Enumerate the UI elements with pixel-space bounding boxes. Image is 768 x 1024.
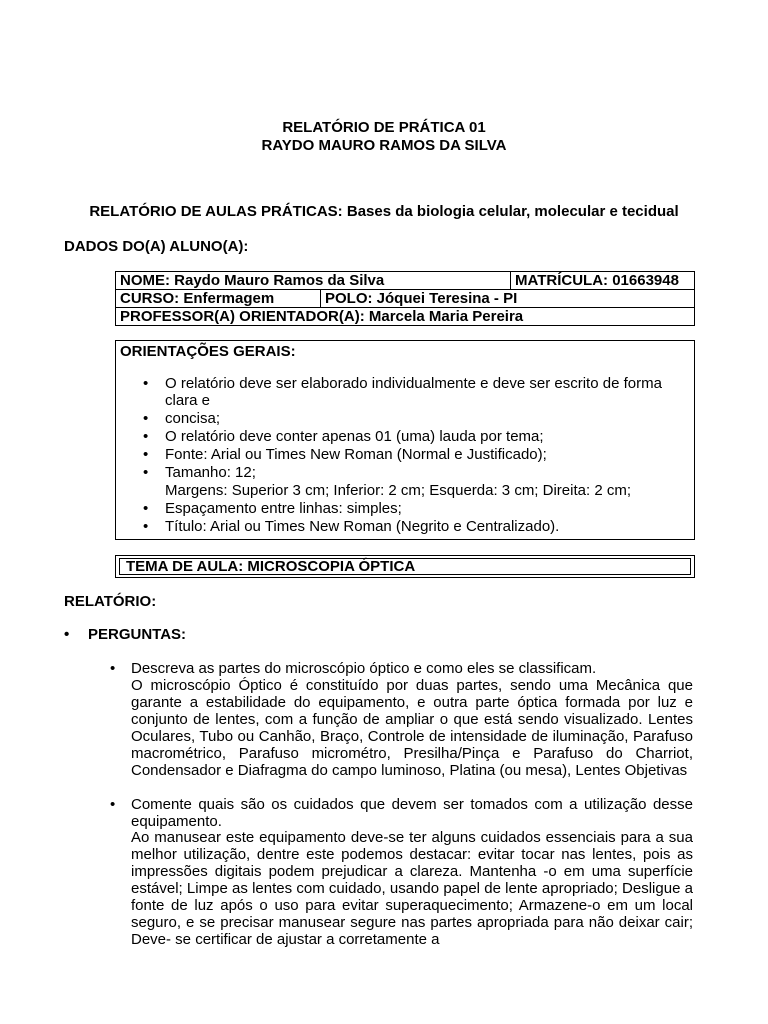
questions-label: PERGUNTAS:: [88, 626, 187, 643]
bullet-icon: •: [110, 796, 116, 813]
report-heading-label: RELATÓRIO DE AULAS PRÁTICAS:: [89, 203, 343, 220]
guideline-text: O relatório deve ser elaborado individualmente e deve ser escrito de forma: [165, 375, 662, 392]
report-heading: [0, 203, 768, 220]
theme-text: [126, 559, 415, 575]
bullet-icon: •: [143, 375, 149, 392]
student-info-table: [115, 271, 695, 326]
report-title: RELATÓRIO DE PRÁTICA 01: [282, 119, 486, 136]
theme-label: TEMA DE AULA:: [126, 558, 244, 575]
theme-box: [115, 555, 695, 578]
student-registration-cell: MATRÍCULA: 01663948: [511, 272, 695, 290]
bullet-icon: •: [64, 626, 70, 643]
student-name-cell: NOME: Raydo Mauro Ramos da Silva: [116, 272, 511, 290]
guideline-text: Título: Arial ou Times New Roman (Negrito e Centralizado).: [165, 518, 560, 535]
question-text: Comente quais são os cuidados que devem ser tomados com a utilização desse equipamento.: [131, 796, 693, 830]
guideline-text: Tamanho: 12;: [165, 464, 256, 481]
report-section-label: RELATÓRIO:: [64, 593, 157, 610]
bullet-icon: •: [143, 464, 149, 481]
bullet-icon: •: [143, 500, 149, 517]
theme-inner-box: [119, 558, 691, 575]
bullet-icon: •: [143, 518, 149, 535]
guideline-text: Espaçamento entre linhas: simples;: [165, 500, 402, 517]
question-text: Descreva as partes do microscópio óptico e como eles se classificam.: [131, 660, 597, 677]
student-section-label: DADOS DO(A) ALUNO(A):: [64, 238, 249, 255]
bullet-icon: •: [143, 446, 149, 463]
guideline-text: concisa;: [165, 410, 221, 427]
bullet-icon: •: [143, 428, 149, 445]
answer-text: Ao manusear este equipamento deve-se ter alguns cuidados essenciais para a sua melhor utilização, dentre este podemos destacar: evitar tocar nas lentes, pois as impressões digitais podem prejudicar a clareza. Mantenha -o em uma superfície estável; Limpe as lentes com cuidado, usando papel de lente apropriado; Desligue a fonte de luz após o uso para evitar superaquecimento; Armazene-o em um local seguro, e se precisar manusear segure nas partes apropriada para não deixar cair; Deve- se certificar de ajustar a corretamente a: [131, 829, 693, 948]
guideline-text: clara e: [165, 392, 211, 409]
bullet-icon: •: [143, 410, 149, 427]
author-name: RAYDO MAURO RAMOS DA SILVA: [261, 137, 507, 154]
student-course-cell: CURSO: Enfermagem: [116, 290, 321, 308]
student-advisor-cell: PROFESSOR(A) ORIENTADOR(A): Marcela Maria Pereira: [116, 308, 695, 326]
report-heading-subject: Bases da biologia celular, molecular e tecidual: [346, 203, 679, 220]
guideline-text: O relatório deve conter apenas 01 (uma) lauda por tema;: [165, 428, 544, 445]
guideline-text: Margens: Superior 3 cm; Inferior: 2 cm; Esquerda: 3 cm; Direita: 2 cm;: [165, 482, 631, 499]
guidelines-heading: ORIENTAÇÕES GERAIS:: [120, 343, 296, 360]
theme-value: MICROSCOPIA ÓPTICA: [247, 558, 416, 575]
answer-text: O microscópio Óptico é constituído por duas partes, sendo uma Mecânica que garante a estabilidade do equipamento, e outra parte óptica formada por luz e conjunto de lentes, com a função de ampliar o que está sendo visualizado. Lentes Oculares, Tubo ou Canhão, Braço, Controle de intensidade de iluminação, Parafuso macrométrico, Parafuso micrométro, Presilha/Pinça e Parafuso do Charriot, Condensador e Diafragma do campo luminoso, Platina (ou mesa), Lentes Objetivas: [131, 677, 693, 779]
bullet-icon: •: [110, 660, 116, 677]
student-pole-cell: POLO: Jóquei Teresina - PI: [321, 290, 695, 308]
guideline-text: Fonte: Arial ou Times New Roman (Normal e Justificado);: [165, 446, 547, 463]
